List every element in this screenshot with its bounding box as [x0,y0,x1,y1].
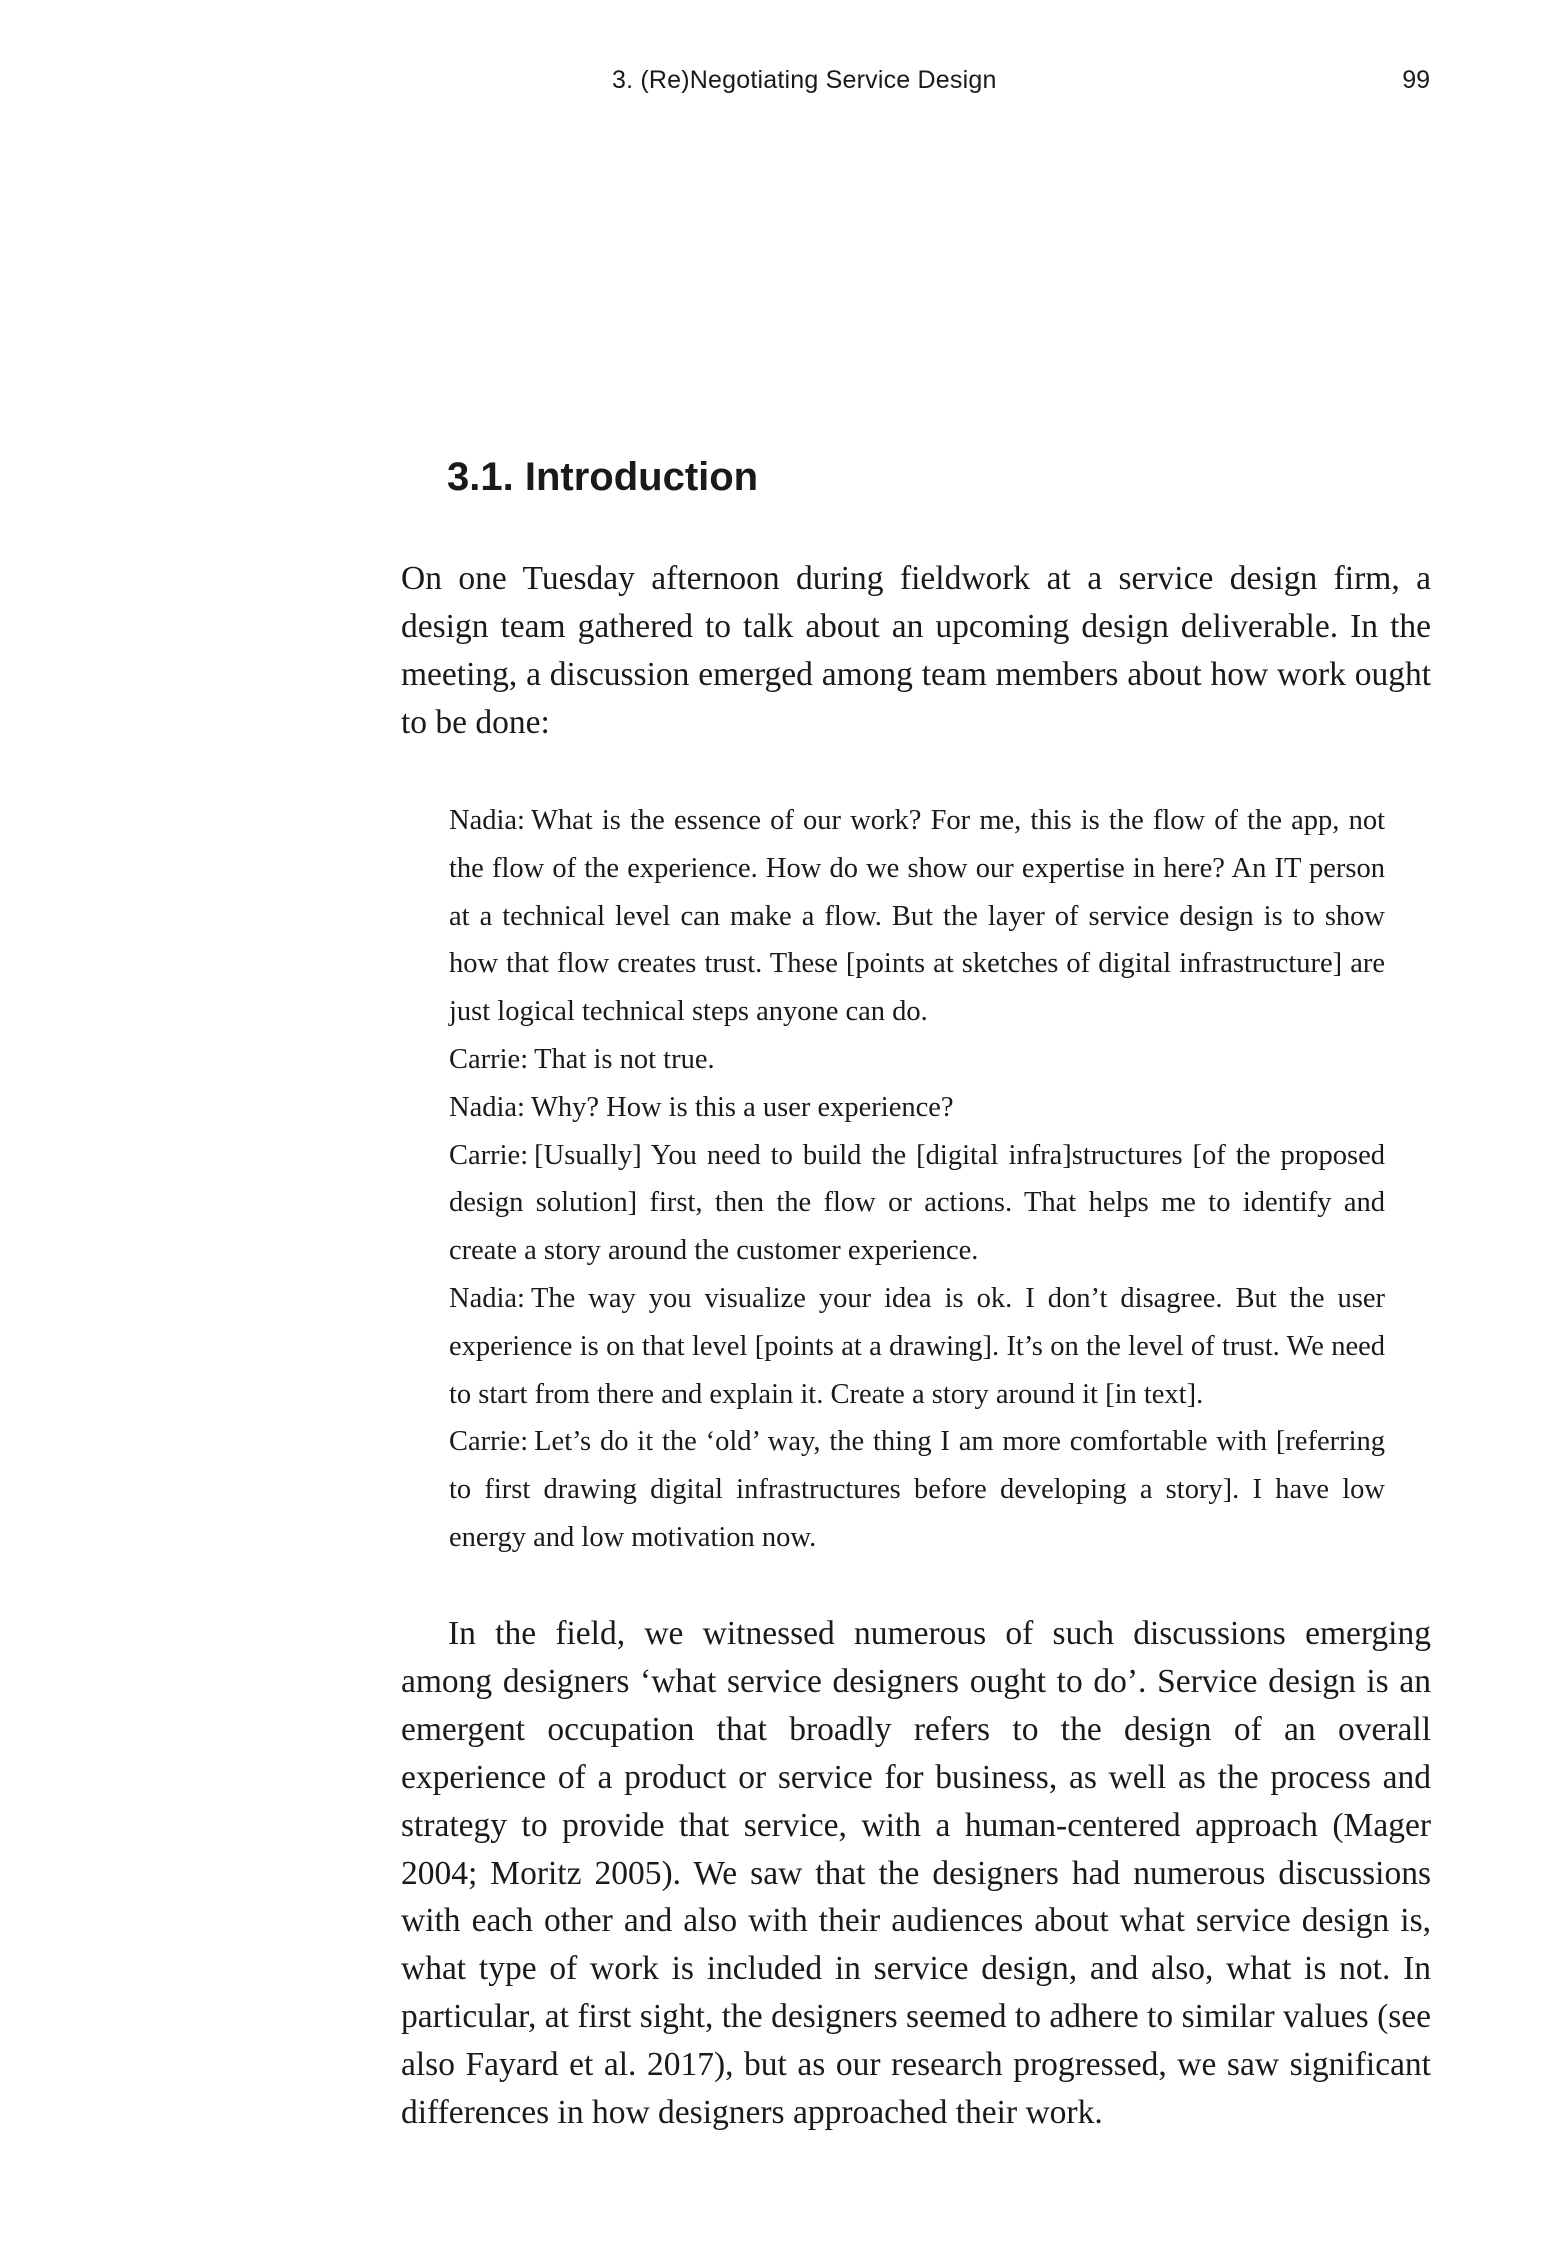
speaker-name: Carrie: [449,1139,529,1171]
dialogue-turn [449,1132,1385,1275]
dialogue-text: What is the essence of our work? For me, this is the flow of the app, not the flow of the experience. How do we show our expertise in here? An IT person at a technical level can make a flow. But the layer of service design is to show how that flow creates trust. These [points at sketches of digital infrastructure] are just logical technical steps anyone can do. [449,805,1385,1028]
speaker-name: Carrie: [449,1043,529,1075]
page-number: 99 [1402,66,1430,94]
dialogue-text: The way you visualize your idea is ok. I don’t disagree. But the user experience is on that level [points at a drawing]. It’s on the level of trust. We need to start from there and explain it. Create a story around it [in text]. [449,1282,1385,1410]
dialogue-block [449,797,1385,1562]
dialogue-text: That is not true. [534,1043,715,1075]
body-paragraph: In the field, we witnessed numerous of such discussions emerging among designers ‘what service designers ought to do’. Service design is an emergent occupation that broadly refers to the design of an overall experience of a product or service for business, as well as the process and strategy to provide that service, with a human-centered approach (Mager 2004; Moritz 2005). We saw that the designers had numerous discussions with each other and also with their audiences about what service design is, what type of work is included in service design, and also, what is not. In particular, at first sight, the designers seemed to adhere to similar values (see also Fayard et al. 2017), but as our research progressed, we saw significant differences in how designers approached their work. [401,1615,1431,2132]
dialogue-turn [449,1275,1385,1418]
running-head: 3. (Re)Negotiating Service Design [612,66,997,94]
dialogue-text: [Usually] You need to build the [digital infra]structures [of the proposed design solution] first, then the flow or actions. That helps me to identify and create a story around the customer experience. [449,1139,1385,1267]
speaker-name: Nadia: [449,1091,525,1123]
dialogue-text: Let’s do it the ‘old’ way, the thing I am more comfortable with [referring to first drawing digital infrastructures before developing a story]. I have low energy and low motivation now. [449,1426,1385,1553]
speaker-name: Carrie: [449,1426,529,1458]
dialogue-text: Why? How is this a user experience? [530,1091,954,1123]
dialogue-turn [449,1036,1385,1084]
section-heading: 3.1. Introduction [447,455,759,499]
intro-paragraph: On one Tuesday afternoon during fieldwork at a service design firm, a design team gathered to talk about an upcoming design deliverable. In the meeting, a discussion emerged among team members about how work ought to be done: [401,560,1431,741]
dialogue-turn [449,797,1385,1036]
dialogue-turn [449,1418,1385,1561]
speaker-name: Nadia: [449,805,525,836]
dialogue-turn [449,1084,1385,1132]
speaker-name: Nadia: [449,1282,525,1314]
